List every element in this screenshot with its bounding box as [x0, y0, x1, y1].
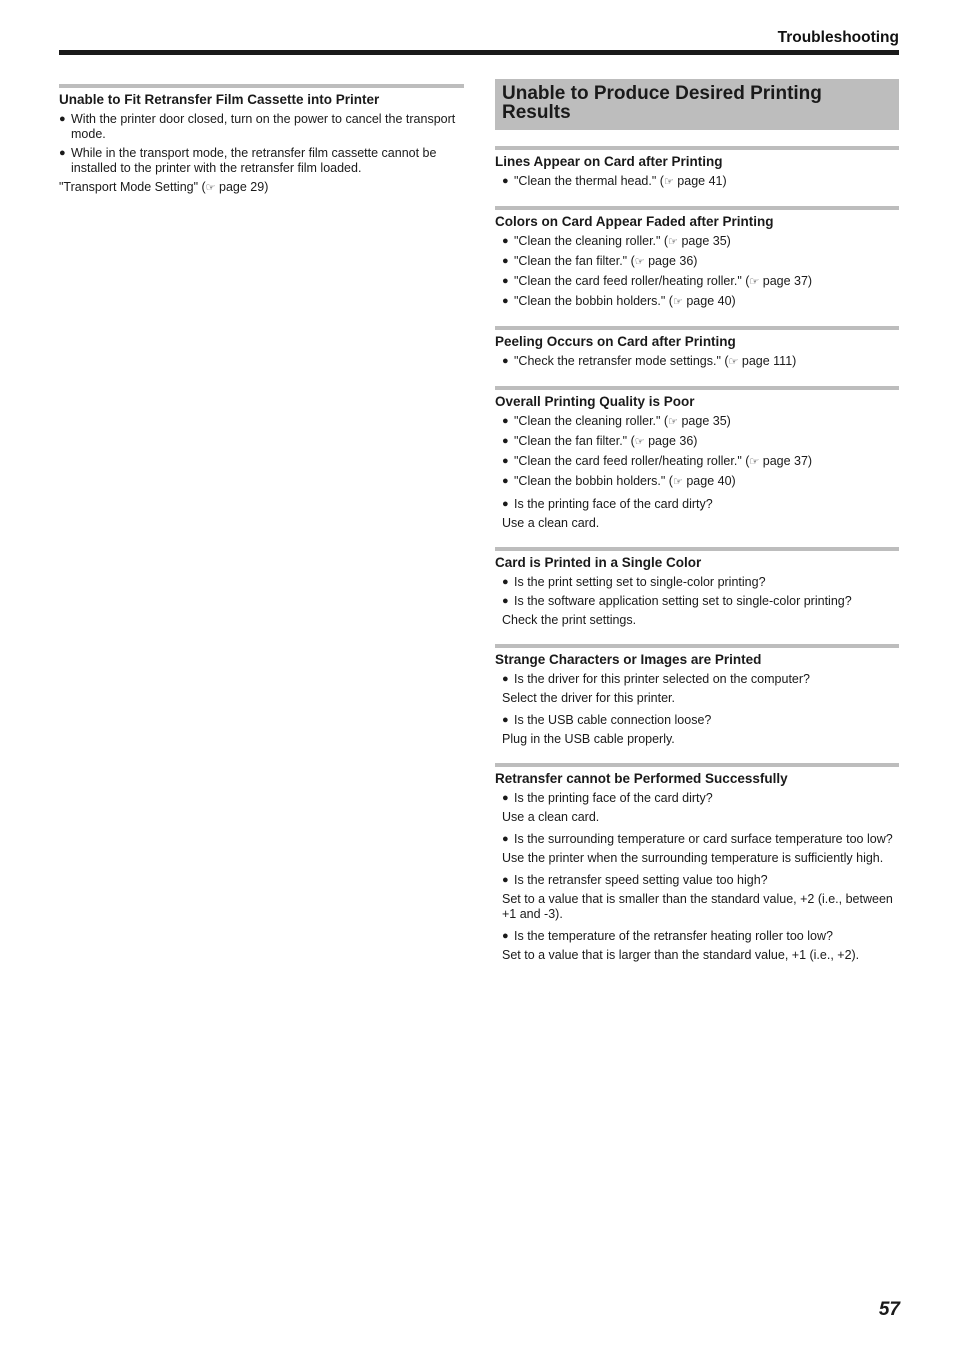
bullet-dot-icon: ●: [502, 792, 509, 804]
pointing-hand-icon: ☞: [663, 176, 674, 188]
subsection-retransfer-failed: [495, 763, 899, 963]
list-item: ● Is the surrounding temperature or card surface temperature too low?: [502, 832, 893, 846]
section-title: Unable to Produce Desired Printing Results: [495, 79, 899, 130]
list-item[interactable]: ● "Clean the bobbin holders." (☞ page 40): [502, 294, 736, 308]
subsection-single-color: [495, 547, 899, 628]
subsection-peeling: [495, 326, 899, 370]
left-column: [59, 84, 464, 196]
list-item[interactable]: ● "Clean the cleaning roller." (☞ page 35): [502, 414, 731, 428]
subsection-strange-characters: [495, 644, 899, 747]
bullet-dot-icon: ●: [502, 455, 509, 467]
subsection-title: Retransfer cannot be Performed Successfully: [495, 771, 788, 786]
bullet-dot-icon: ●: [502, 673, 509, 685]
header-rule: [59, 50, 899, 55]
bullet-dot-icon: ●: [502, 874, 509, 886]
list-item: ● Is the printing face of the card dirty?: [502, 497, 713, 511]
list-item: ● With the printer door closed, turn on the power to cancel the transport mode.: [59, 112, 456, 141]
subsection-title: Peeling Occurs on Card after Printing: [495, 334, 736, 349]
subsection-retransfer-cassette: [59, 84, 464, 196]
list-item: ● Is the temperature of the retransfer heating roller too low?: [502, 929, 833, 943]
bullet-dot-icon: ●: [502, 930, 509, 942]
pointing-hand-icon: ☞: [672, 296, 683, 308]
answer-text: Use the printer when the surrounding temperature is sufficiently high.: [502, 851, 884, 865]
subsection-rule: [495, 146, 899, 150]
subsection-title: Lines Appear on Card after Printing: [495, 154, 723, 169]
bullet-dot-icon: ●: [502, 275, 509, 287]
bullet-dot-icon: ●: [502, 714, 509, 726]
subsection-title: Card is Printed in a Single Color: [495, 555, 702, 570]
subsection-lines-appear: [495, 146, 899, 190]
answer-text: Check the print settings.: [502, 613, 637, 627]
pointing-hand-icon: ☞: [634, 256, 645, 268]
pointing-hand-icon: ☞: [668, 236, 678, 248]
list-item[interactable]: ● "Clean the cleaning roller." (☞ page 35): [502, 234, 731, 248]
pointing-hand-icon: ☞: [672, 476, 683, 488]
list-item[interactable]: ● "Clean the card feed roller/heating roller." (☞ page 37): [502, 274, 813, 288]
bullet-dot-icon: ●: [502, 175, 509, 187]
page-number: 57: [878, 1299, 900, 1320]
list-item: ● Is the print setting set to single-color printing?: [502, 575, 766, 589]
bullet-dot-icon: ●: [502, 415, 509, 427]
subsection-rule: [495, 763, 899, 767]
answer-text: Set to a value that is larger than the standard value, +1 (i.e., +2).: [502, 948, 860, 962]
bullet-dot-icon: ●: [502, 595, 509, 607]
list-item: ● Is the printing face of the card dirty?: [502, 791, 713, 805]
subsection-title: Colors on Card Appear Faded after Printing: [495, 214, 774, 229]
page-reference-link[interactable]: "Transport Mode Setting" (☞ page 29): [59, 180, 269, 194]
subsection-rule: [495, 644, 899, 648]
list-item[interactable]: ● "Clean the fan filter." (☞ page 36): [502, 254, 698, 268]
bullet-dot-icon: ●: [502, 833, 509, 845]
answer-text: Use a clean card.: [502, 516, 600, 530]
pointing-hand-icon: ☞: [728, 356, 739, 368]
right-column: [495, 79, 899, 963]
subsection-title: Unable to Fit Retransfer Film Cassette into Printer: [59, 92, 380, 107]
bullet-dot-icon: ●: [59, 113, 66, 125]
bullet-dot-icon: ●: [502, 355, 509, 367]
bullet-dot-icon: ●: [502, 435, 509, 447]
list-item[interactable]: ● "Clean the bobbin holders." (☞ page 40): [502, 474, 736, 488]
subsection-colors-faded: [495, 206, 899, 310]
pointing-hand-icon: ☞: [749, 276, 760, 288]
list-item: ● While in the transport mode, the retransfer film cassette cannot be installed to the printer with the retransfer film loaded.: [59, 146, 437, 175]
answer-text: Plug in the USB cable properly.: [502, 732, 675, 746]
answer-text: Use a clean card.: [502, 810, 600, 824]
subsection-title: Overall Printing Quality is Poor: [495, 394, 695, 409]
bullet-dot-icon: ●: [59, 147, 66, 159]
bullet-dot-icon: ●: [502, 295, 509, 307]
subsection-rule: [495, 547, 899, 551]
bullet-dot-icon: ●: [502, 235, 509, 247]
subsection-rule: [59, 84, 464, 88]
subsection-quality-poor: [495, 386, 899, 531]
answer-text: Set to a value that is smaller than the standard value, +2 (i.e., between +1 and -3).: [502, 892, 893, 921]
list-item[interactable]: ● "Clean the fan filter." (☞ page 36): [502, 434, 698, 448]
pointing-hand-icon: ☞: [749, 456, 760, 468]
bullet-dot-icon: ●: [502, 255, 509, 267]
list-item: ● Is the software application setting set to single-color printing?: [502, 594, 852, 608]
bullet-dot-icon: ●: [502, 576, 509, 588]
bullet-dot-icon: ●: [502, 498, 509, 510]
list-item: ● Is the driver for this printer selected on the computer?: [502, 672, 810, 686]
list-item: ● Is the USB cable connection loose?: [502, 713, 712, 727]
answer-text: Select the driver for this printer.: [502, 691, 675, 705]
pointing-hand-icon: ☞: [634, 436, 645, 448]
subsection-rule: [495, 386, 899, 390]
list-item[interactable]: ● "Clean the card feed roller/heating roller." (☞ page 37): [502, 454, 813, 468]
subsection-title: Strange Characters or Images are Printed: [495, 652, 762, 667]
running-header-title: Troubleshooting: [777, 29, 899, 46]
pointing-hand-icon: ☞: [668, 416, 678, 428]
subsection-rule: [495, 206, 899, 210]
bullet-dot-icon: ●: [502, 475, 509, 487]
list-item: ● Is the retransfer speed setting value too high?: [502, 873, 768, 887]
list-item[interactable]: ● "Check the retransfer mode settings." (☞ page 111): [502, 354, 797, 368]
pointing-hand-icon: ☞: [205, 182, 216, 194]
subsection-rule: [495, 326, 899, 330]
list-item[interactable]: ● "Clean the thermal head." (☞ page 41): [502, 174, 727, 188]
